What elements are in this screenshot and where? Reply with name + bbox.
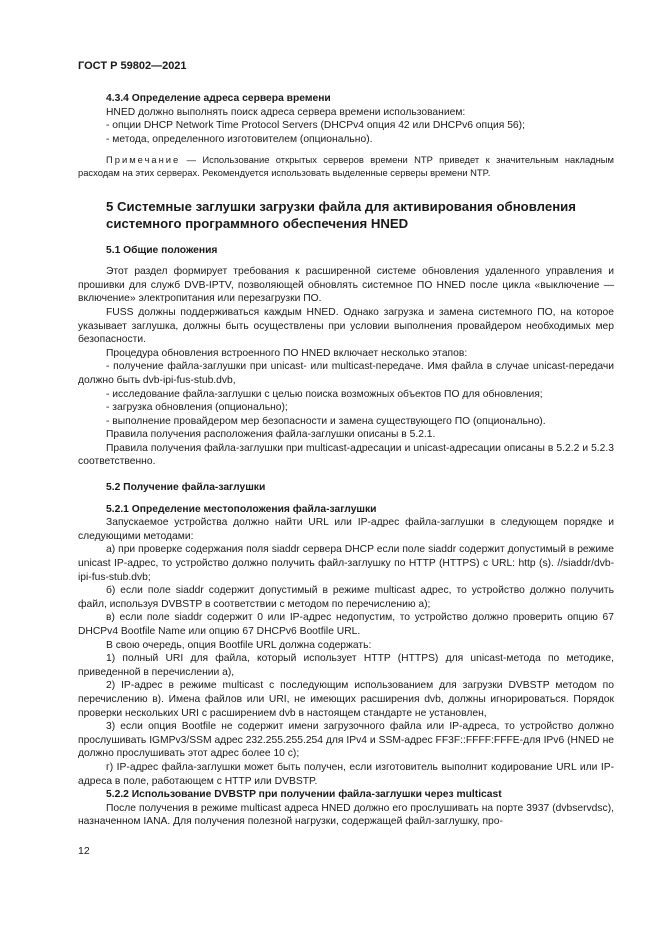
list-item: - выполнение провайдером мер безопасности и замена существующего ПО (опционально). [106,415,546,427]
note [78,154,614,179]
paragraph: HNED должно выполнять поиск адреса сервера времени использованием: [106,106,466,118]
paragraph: После получения в режиме multicast адреса HNED должно его прослушивать на порте 3937 (dvbservdsc), назначенном IANA. Для получения полезной нагрузки, содержащей файл-заглушку, про- [78,802,614,828]
note-label: Примечание [106,154,181,166]
list-item: б) если поле siaddr содержит допустимый в режиме multicast адрес, то устройство должно получить файл, используя DVBSTP в соответствии с методом по перечислению а); [78,585,614,610]
section-4-3-4-title: 4.3.4 Определение адреса сервера времени [106,93,331,104]
section-5-2-1-title: 5.2.1 Определение местоположения файла-заглушки [106,503,377,515]
list-item: - метода, определенного изготовителем (опционально). [106,133,373,145]
paragraph: В свою очередь, опция Bootfile URL должна содержать: [106,639,372,651]
paragraph: Этот раздел формирует требования к расширенной системе обновления удаленного управления и прошивки для служб DVB-IPTV, позволяющей обновлять системное ПО HNED после цикла «выключение — включение» электропитания или перезагрузки ПО. [78,266,614,305]
list-item: 1) полный URI для файла, который использует HTTP (HTTPS) для unicast-метода по методике, приведенной в перечислении а), [78,653,614,678]
list-item: в) если поле siaddr содержит 0 или IP-адрес недопустим, то устройство должно проверить опцию 67 DHCPv4 Bootfile Name или опцию 67 DHCPv6 Bootfile URL. [78,612,614,637]
paragraph: Процедура обновления встроенного ПО HNED включает несколько этапов: [106,347,468,359]
page-number: 12 [78,845,90,857]
paragraph: Правила получения файла-заглушки при multicast-адресации и unicast-адресации описаны в 5.2.2 и 5.2.3 соответственно. [78,442,614,468]
section-5-2-2-title: 5.2.2 Использование DVBSTP при получении файла-заглушки через multicast [106,789,502,801]
paragraph: Правила получения расположения файла-заглушки описаны в 5.2.1. [106,429,436,441]
paragraph: FUSS должны поддерживаться каждым HNED. Однако загрузка и замена системного ПО, на которое указывает заглушка, должны быть осуществлены при условии выполнения провайдером необходимых мер безопасности. [78,306,614,346]
list-item: 3) если опция Bootfile не содержит имени загрузочного файла или IP-адреса, то устройство должно прослушивать IGMPv3/SSM адрес 232.255.255.254 для IPv4 и SSM-адрес FF3F::FFFF:FFFE-для IPv6 (HNED не должно прослушивать этот адрес более 10 с); [78,721,614,760]
section-5-title: 5 Системные заглушки загрузки файла для активирования обновления системного программного обеспечения HNED [106,198,576,231]
list-item: г) IP-адрес файла-заглушки может быть получен, если изготовитель выполнит кодирование URL или IP-адреса в поле, работающем с HTTP или DVBSTP. [78,761,614,787]
list-item: а) при проверке содержания поля siaddr сервера DHCP если поле siaddr содержит допустимый в режиме unicast IP-адрес, то устройство должно получить файл-заглушку по HTTP (HTTPS) с URL: http (s). //siaddr/dvb-ipi-fus-stub.dvb; [78,544,614,583]
note-text: — Использование открытых серверов времени NTP приведет к значительным накладным расходам на этих серверах. Рекомендуется использовать выделенные серверы времени NTP. [78,154,614,178]
list-item: 2) IP-адрес в режиме multicast с последующим использованием для загрузки DVBSTP методом по перечислению в). Имена файлов или URI, не имеющих расширения dvb, должны игнорироваться. Порядок проверки нескольких URI с расширением dvb в настоящем стандарте не установлен, [78,680,614,719]
list-item: - исследование файла-заглушки с целью поиска возможных объектов ПО для обновления; [106,388,543,400]
section-5-1-title: 5.1 Общие положения [106,244,218,256]
page-content [78,92,614,829]
paragraph: Запускаемое устройства должно найти URL или IP-адрес файла-заглушки в следующем порядке и следующими методами: [78,517,614,542]
list-item: - опции DHCP Network Time Protocol Servers (DHCPv4 опция 42 или DHCPv6 опция 56); [106,120,525,132]
document-header: ГОСТ Р 59802—2021 [78,60,187,72]
list-item: - получение файла-заглушки при unicast- или multicast-передаче. Имя файла в случае unicast-передачи должно быть dvb-ipi-fus-stub.dvb, [78,361,614,386]
list-item: - загрузка обновления (опционально); [106,402,288,414]
section-5-2-title: 5.2 Получение файла-заглушки [106,482,266,494]
